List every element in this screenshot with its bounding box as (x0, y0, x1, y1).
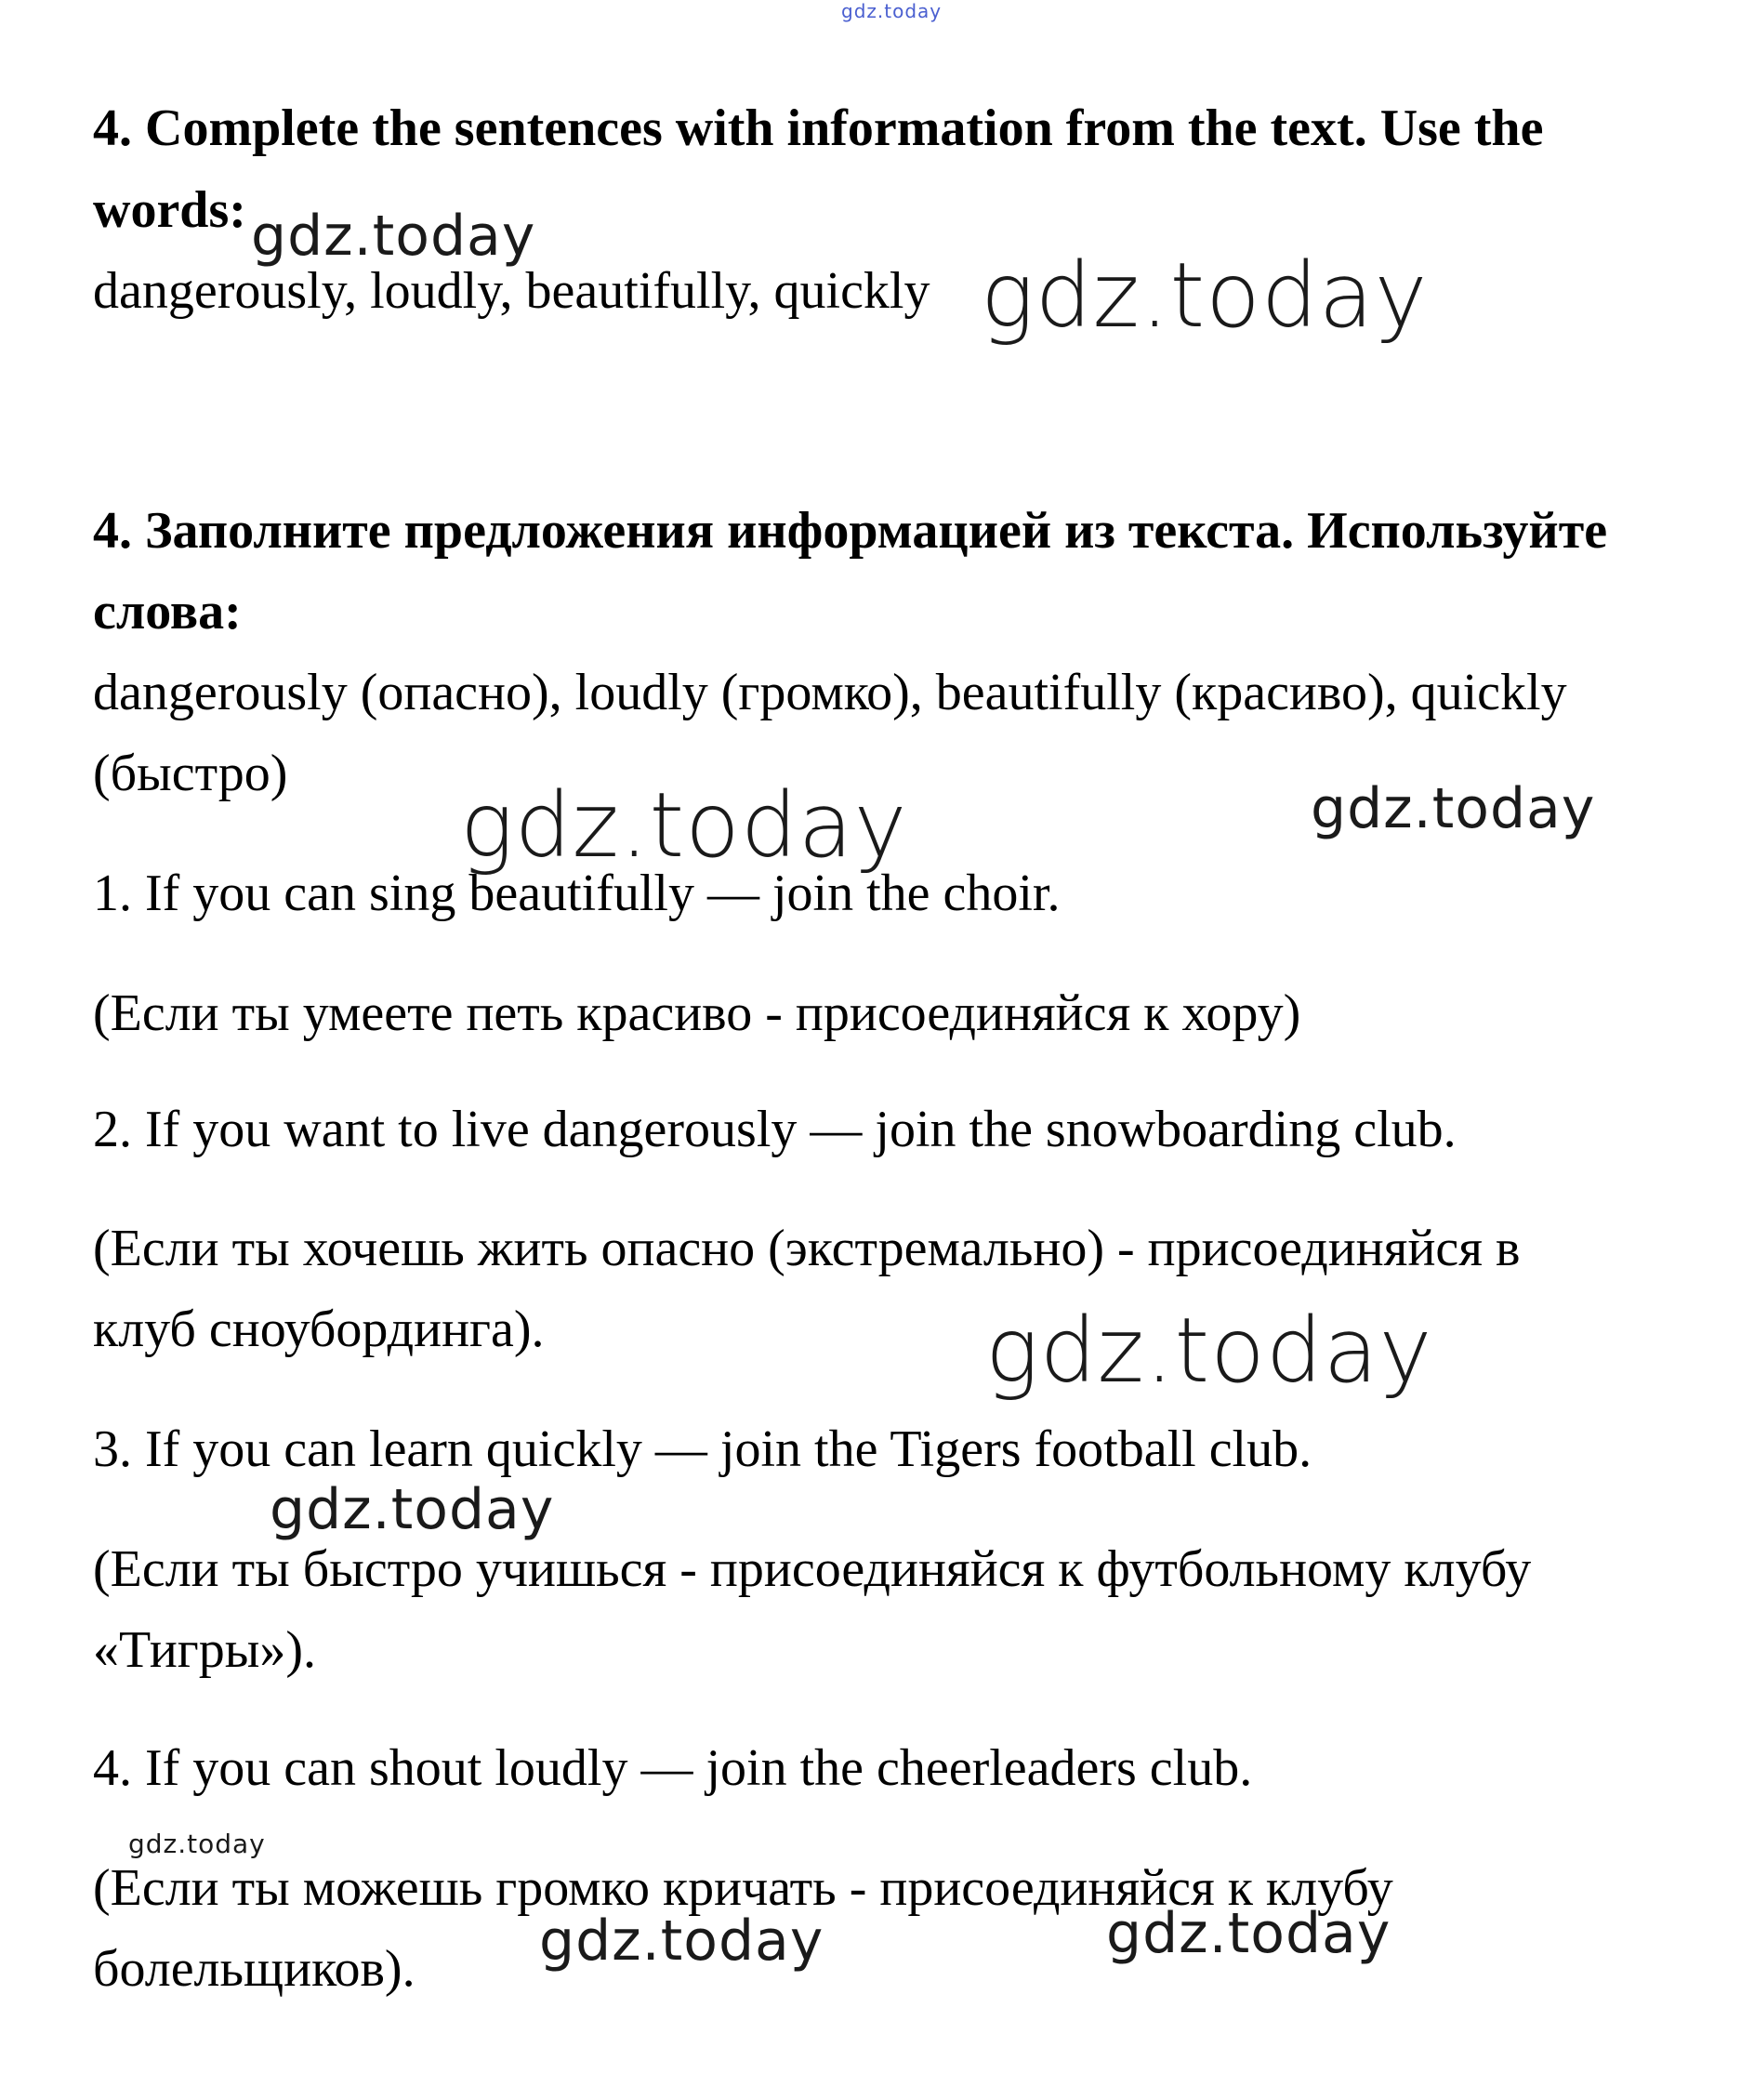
word-list-english: dangerously, loudly, beautifully, quickly (93, 262, 930, 320)
watermark-top: gdz.today (841, 0, 943, 22)
sentence-2-english: 2. If you want to live dangerously — join the snowboarding club. (93, 1101, 1457, 1158)
watermark: gdz.today (460, 773, 908, 878)
watermark: gdz.today (270, 1477, 555, 1542)
task-heading-russian-line2: слова: (93, 583, 242, 641)
watermark: gdz.today (1311, 776, 1596, 841)
sentence-2-russian-line2: клуб сноубординга). (93, 1301, 545, 1358)
watermark: gdz.today (985, 1299, 1433, 1403)
sentence-2-russian-line1: (Если ты хочешь жить опасно (экстремально) - присоединяйся в (93, 1220, 1521, 1277)
sentence-3-russian-line1: (Если ты быстро учишься - присоединяйся к футбольному клубу (93, 1540, 1532, 1598)
watermark: gdz.today (981, 244, 1429, 348)
sentence-4-russian-line2: болельщиков). (93, 1940, 415, 1998)
sentence-3-english: 3. If you can learn quickly — join the Tigers football club. (93, 1420, 1312, 1478)
sentence-1-english: 1. If you can sing beautifully — join the choir. (93, 865, 1061, 922)
watermark: gdz.today (539, 1908, 824, 1974)
watermark: gdz.today (251, 204, 536, 269)
watermark: gdz.today (128, 1829, 266, 1859)
sentence-4-english: 4. If you can shout loudly — join the cheerleaders club. (93, 1739, 1253, 1797)
watermark: gdz.today (1106, 1901, 1391, 1966)
sentence-4-russian-line1: (Если ты можешь громко кричать - присоединяйся к клубу (93, 1859, 1393, 1917)
word-list-russian-line2: (быстро) (93, 745, 288, 802)
word-list-russian-line1: dangerously (опасно), loudly (громко), beautifully (красиво), quickly (93, 664, 1567, 721)
task-heading-english-line1: 4. Complete the sentences with information from the text. Use the (93, 99, 1544, 157)
sentence-3-russian-line2: «Тигры»). (93, 1621, 317, 1679)
task-heading-english-line2: words: (93, 181, 246, 239)
task-heading-russian-line1: 4. Заполните предложения информацией из текста. Используйте (93, 502, 1608, 560)
sentence-1-russian: (Если ты умеете петь красиво - присоединяйся к хору) (93, 984, 1301, 1042)
